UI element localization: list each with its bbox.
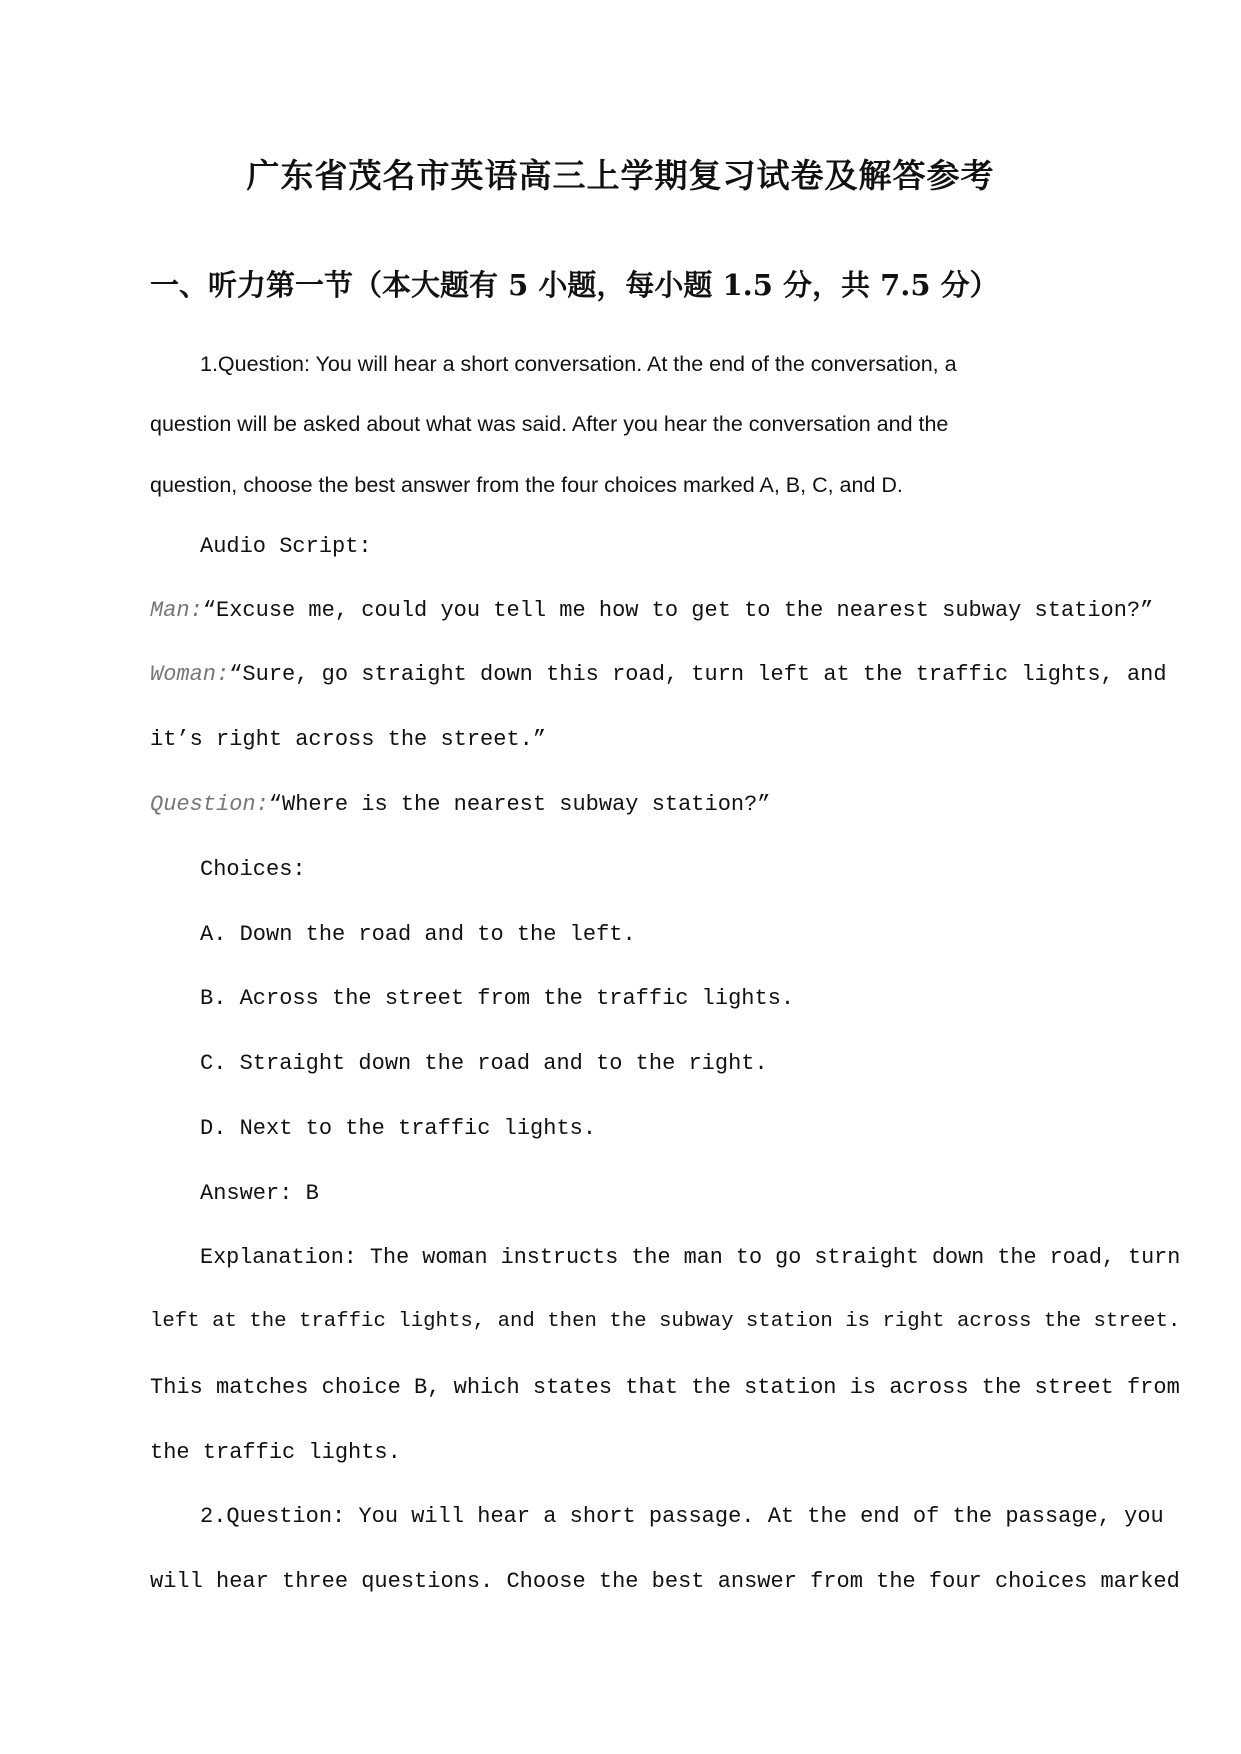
q2-prompt-line-1: 2.Question: You will hear a short passage. At the end of the passage, you [200, 1504, 1164, 1529]
section-heading: 一、听力第一节（本大题有 5 小题，每小题 1.5 分，共 7.5 分） [150, 268, 999, 302]
man-line: “Excuse me, could you tell me how to get to the nearest subway station?” [202, 598, 1154, 623]
q2-prompt-line-2: will hear three questions. Choose the best answer from the four choices marked [150, 1569, 1180, 1594]
speaker-question-label: Question: [150, 792, 269, 817]
choice-c: C. Straight down the road and to the right. [200, 1051, 768, 1076]
explanation-line-3: This matches choice B, which states that the station is across the street from [150, 1375, 1180, 1400]
dialogue-question [150, 792, 771, 817]
audio-script-label: Audio Script: [200, 534, 372, 559]
answer-text: Answer: B [200, 1181, 319, 1206]
q1-prompt-line-3: question, choose the best answer from the four choices marked A, B, C, and D. [150, 473, 903, 497]
choice-a: A. Down the road and to the left. [200, 922, 636, 947]
woman-line-1: “Sure, go straight down this road, turn left at the traffic lights, and [229, 662, 1167, 687]
q1-prompt-line-2: question will be asked about what was said. After you hear the conversation and the [150, 412, 949, 436]
speaker-man-label: Man: [150, 598, 203, 623]
explanation-line-2: left at the traffic lights, and then the subway station is right across the street. [150, 1310, 1181, 1333]
dialogue-man [150, 598, 1153, 623]
choice-b: B. Across the street from the traffic lights. [200, 986, 795, 1011]
speaker-woman-label: Woman: [150, 662, 230, 687]
choices-label: Choices: [200, 857, 306, 882]
q1-prompt-line-1: 1.Question: You will hear a short conversation. At the end of the conversation, a [200, 352, 957, 376]
choice-d: D. Next to the traffic lights. [200, 1116, 597, 1141]
woman-line-2: it’s right across the street.” [150, 727, 547, 752]
explanation-line-1: Explanation: The woman instructs the man to go straight down the road, turn [200, 1245, 1181, 1270]
question-line: “Where is the nearest subway station?” [268, 792, 771, 817]
document-title: 广东省茂名市英语高三上学期复习试卷及解答参考 [246, 156, 995, 195]
explanation-line-4: the traffic lights. [150, 1440, 401, 1465]
dialogue-woman [150, 662, 1167, 687]
